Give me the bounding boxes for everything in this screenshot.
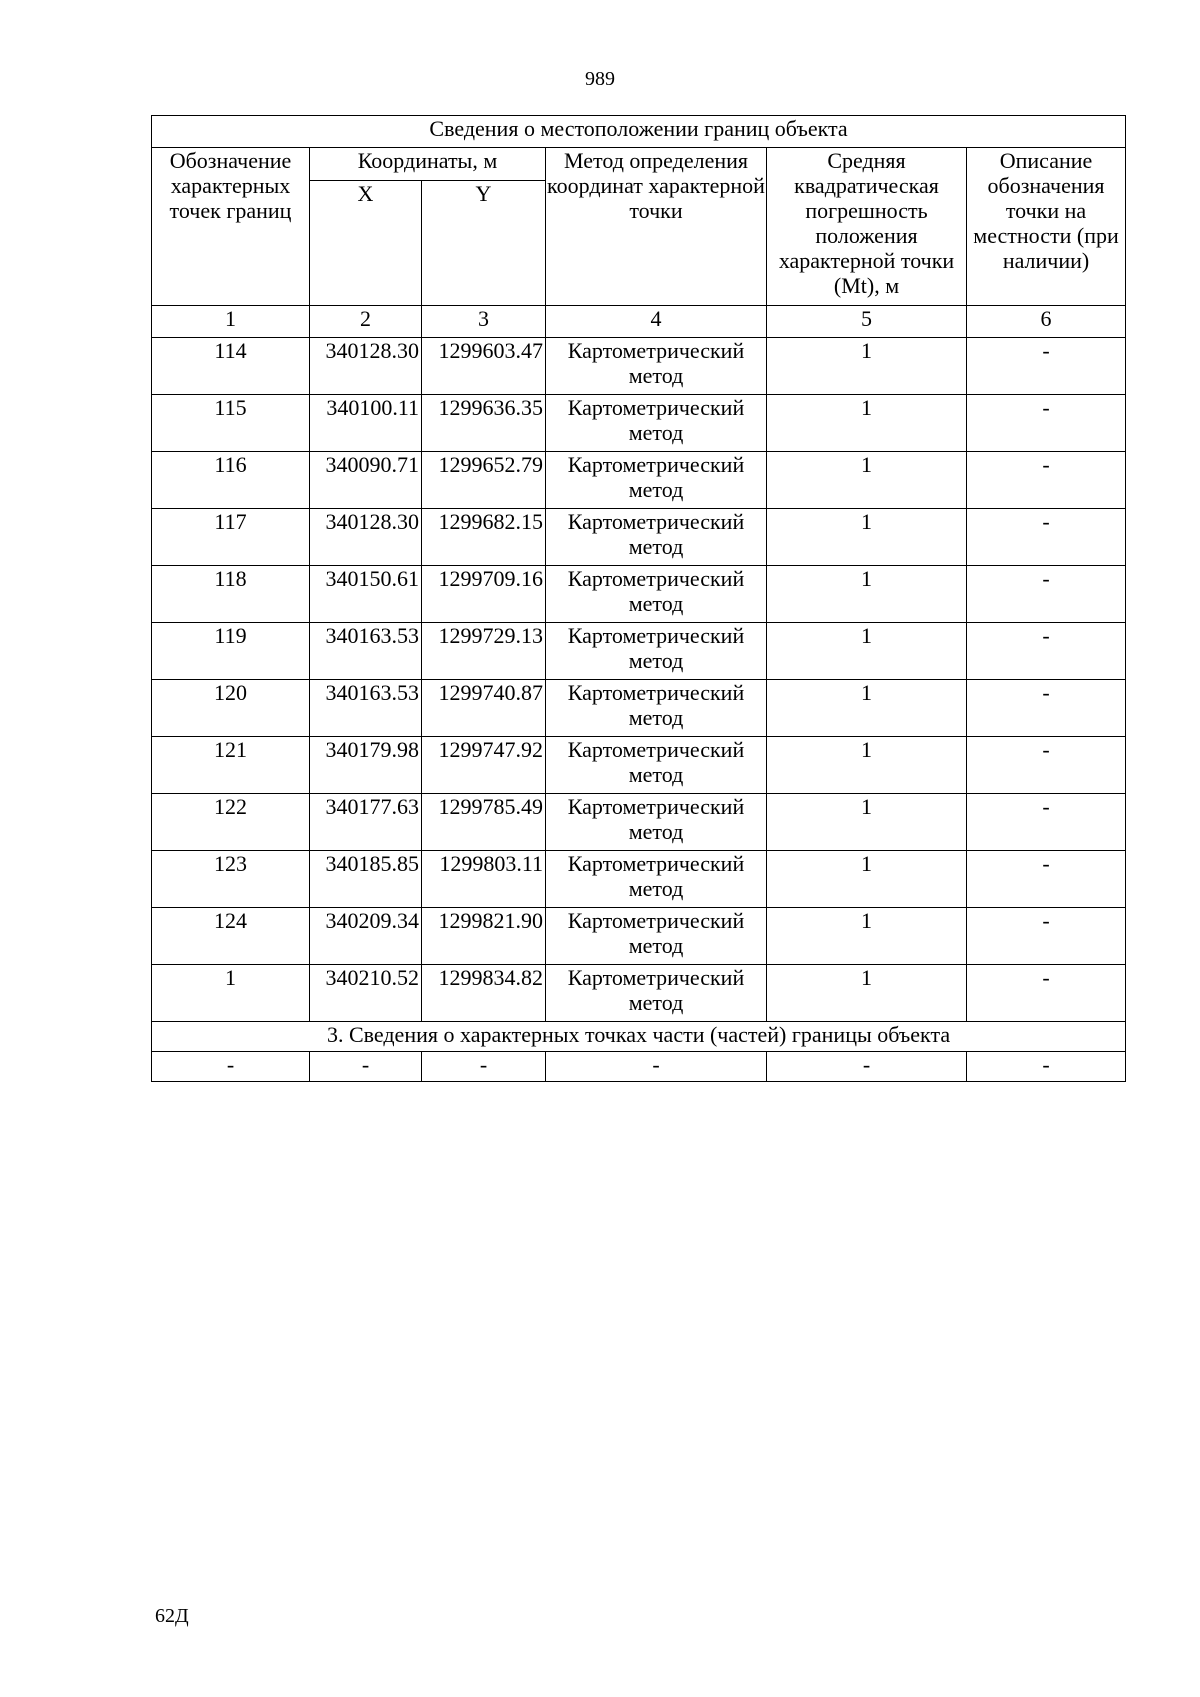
method-cell: Картометрический метод — [546, 965, 767, 1022]
method-cell: Картометрический метод — [546, 566, 767, 623]
header-y: Y — [422, 181, 546, 306]
method-cell: Картометрический метод — [546, 509, 767, 566]
y-coordinate-cell: 1299652.79 — [422, 452, 546, 509]
table-row — [152, 908, 1126, 965]
method-cell: Картометрический метод — [546, 680, 767, 737]
description-cell: - — [967, 908, 1126, 965]
table-row — [152, 851, 1126, 908]
header-error: Средняя квадратическая погрешность положения характерной точки (Mt), м — [767, 148, 967, 306]
y-coordinate-cell: 1299636.35 — [422, 395, 546, 452]
description-cell: - — [967, 851, 1126, 908]
y-coordinate-cell: 1299709.16 — [422, 566, 546, 623]
description-cell: - — [967, 623, 1126, 680]
table-row — [152, 965, 1126, 1022]
y-coordinate-cell: 1299603.47 — [422, 338, 546, 395]
section3-cell: - — [767, 1052, 967, 1082]
footer-code: 62Д — [155, 1605, 189, 1627]
point-cell: 115 — [152, 395, 310, 452]
error-cell: 1 — [767, 566, 967, 623]
description-cell: - — [967, 395, 1126, 452]
x-coordinate-cell: 340163.53 — [310, 680, 422, 737]
description-cell: - — [967, 737, 1126, 794]
error-cell: 1 — [767, 338, 967, 395]
x-coordinate-cell: 340179.98 — [310, 737, 422, 794]
point-cell: 119 — [152, 623, 310, 680]
table-row — [152, 566, 1126, 623]
point-cell: 117 — [152, 509, 310, 566]
method-cell: Картометрический метод — [546, 338, 767, 395]
section3-title-row — [152, 1022, 1126, 1052]
section3-row — [152, 1052, 1126, 1082]
y-coordinate-cell: 1299740.87 — [422, 680, 546, 737]
point-cell: 121 — [152, 737, 310, 794]
y-coordinate-cell: 1299834.82 — [422, 965, 546, 1022]
y-coordinate-cell: 1299803.11 — [422, 851, 546, 908]
method-cell: Картометрический метод — [546, 851, 767, 908]
y-coordinate-cell: 1299682.15 — [422, 509, 546, 566]
section3-title: 3. Сведения о характерных точках части (частей) границы объекта — [152, 1022, 1126, 1052]
method-cell: Картометрический метод — [546, 908, 767, 965]
page-number: 989 — [585, 68, 615, 90]
section3-cell: - — [152, 1052, 310, 1082]
error-cell: 1 — [767, 509, 967, 566]
error-cell: 1 — [767, 737, 967, 794]
header-designation: Обозначение характерных точек границ — [152, 148, 310, 306]
method-cell: Картометрический метод — [546, 623, 767, 680]
description-cell: - — [967, 794, 1126, 851]
point-cell: 116 — [152, 452, 310, 509]
description-cell: - — [967, 452, 1126, 509]
column-number: 6 — [967, 306, 1126, 338]
point-cell: 1 — [152, 965, 310, 1022]
table-row — [152, 338, 1126, 395]
table-row — [152, 794, 1126, 851]
y-coordinate-cell: 1299729.13 — [422, 623, 546, 680]
x-coordinate-cell: 340210.52 — [310, 965, 422, 1022]
column-number: 1 — [152, 306, 310, 338]
error-cell: 1 — [767, 395, 967, 452]
error-cell: 1 — [767, 965, 967, 1022]
description-cell: - — [967, 680, 1126, 737]
table-title: Сведения о местоположении границ объекта — [152, 116, 1126, 148]
table-row — [152, 395, 1126, 452]
description-cell: - — [967, 509, 1126, 566]
y-coordinate-cell: 1299747.92 — [422, 737, 546, 794]
table-row — [152, 623, 1126, 680]
description-cell: - — [967, 566, 1126, 623]
x-coordinate-cell: 340177.63 — [310, 794, 422, 851]
error-cell: 1 — [767, 452, 967, 509]
column-number: 5 — [767, 306, 967, 338]
table-row — [152, 680, 1126, 737]
header-x: X — [310, 181, 422, 306]
x-coordinate-cell: 340128.30 — [310, 509, 422, 566]
x-coordinate-cell: 340163.53 — [310, 623, 422, 680]
table-row — [152, 737, 1126, 794]
x-coordinate-cell: 340090.71 — [310, 452, 422, 509]
column-number: 4 — [546, 306, 767, 338]
header-coordinates: Координаты, м — [310, 148, 546, 181]
section3-cell: - — [967, 1052, 1126, 1082]
column-number: 2 — [310, 306, 422, 338]
column-number-row — [152, 306, 1126, 338]
description-cell: - — [967, 965, 1126, 1022]
point-cell: 114 — [152, 338, 310, 395]
error-cell: 1 — [767, 623, 967, 680]
section3-cell: - — [310, 1052, 422, 1082]
table-row — [152, 509, 1126, 566]
point-cell: 122 — [152, 794, 310, 851]
method-cell: Картометрический метод — [546, 395, 767, 452]
y-coordinate-cell: 1299785.49 — [422, 794, 546, 851]
header-description: Описание обозначения точки на местности (при наличии) — [967, 148, 1126, 306]
x-coordinate-cell: 340185.85 — [310, 851, 422, 908]
method-cell: Картометрический метод — [546, 794, 767, 851]
x-coordinate-cell: 340150.61 — [310, 566, 422, 623]
column-number: 3 — [422, 306, 546, 338]
section3-cell: - — [422, 1052, 546, 1082]
point-cell: 118 — [152, 566, 310, 623]
point-cell: 120 — [152, 680, 310, 737]
y-coordinate-cell: 1299821.90 — [422, 908, 546, 965]
section3-cell: - — [546, 1052, 767, 1082]
point-cell: 123 — [152, 851, 310, 908]
error-cell: 1 — [767, 794, 967, 851]
error-cell: 1 — [767, 680, 967, 737]
description-cell: - — [967, 338, 1126, 395]
method-cell: Картометрический метод — [546, 737, 767, 794]
error-cell: 1 — [767, 908, 967, 965]
error-cell: 1 — [767, 851, 967, 908]
method-cell: Картометрический метод — [546, 452, 767, 509]
x-coordinate-cell: 340209.34 — [310, 908, 422, 965]
point-cell: 124 — [152, 908, 310, 965]
x-coordinate-cell: 340128.30 — [310, 338, 422, 395]
boundary-coordinates-table — [151, 115, 1126, 1082]
x-coordinate-cell: 340100.11 — [310, 395, 422, 452]
table-row — [152, 452, 1126, 509]
header-method: Метод определения координат характерной точки — [546, 148, 767, 306]
